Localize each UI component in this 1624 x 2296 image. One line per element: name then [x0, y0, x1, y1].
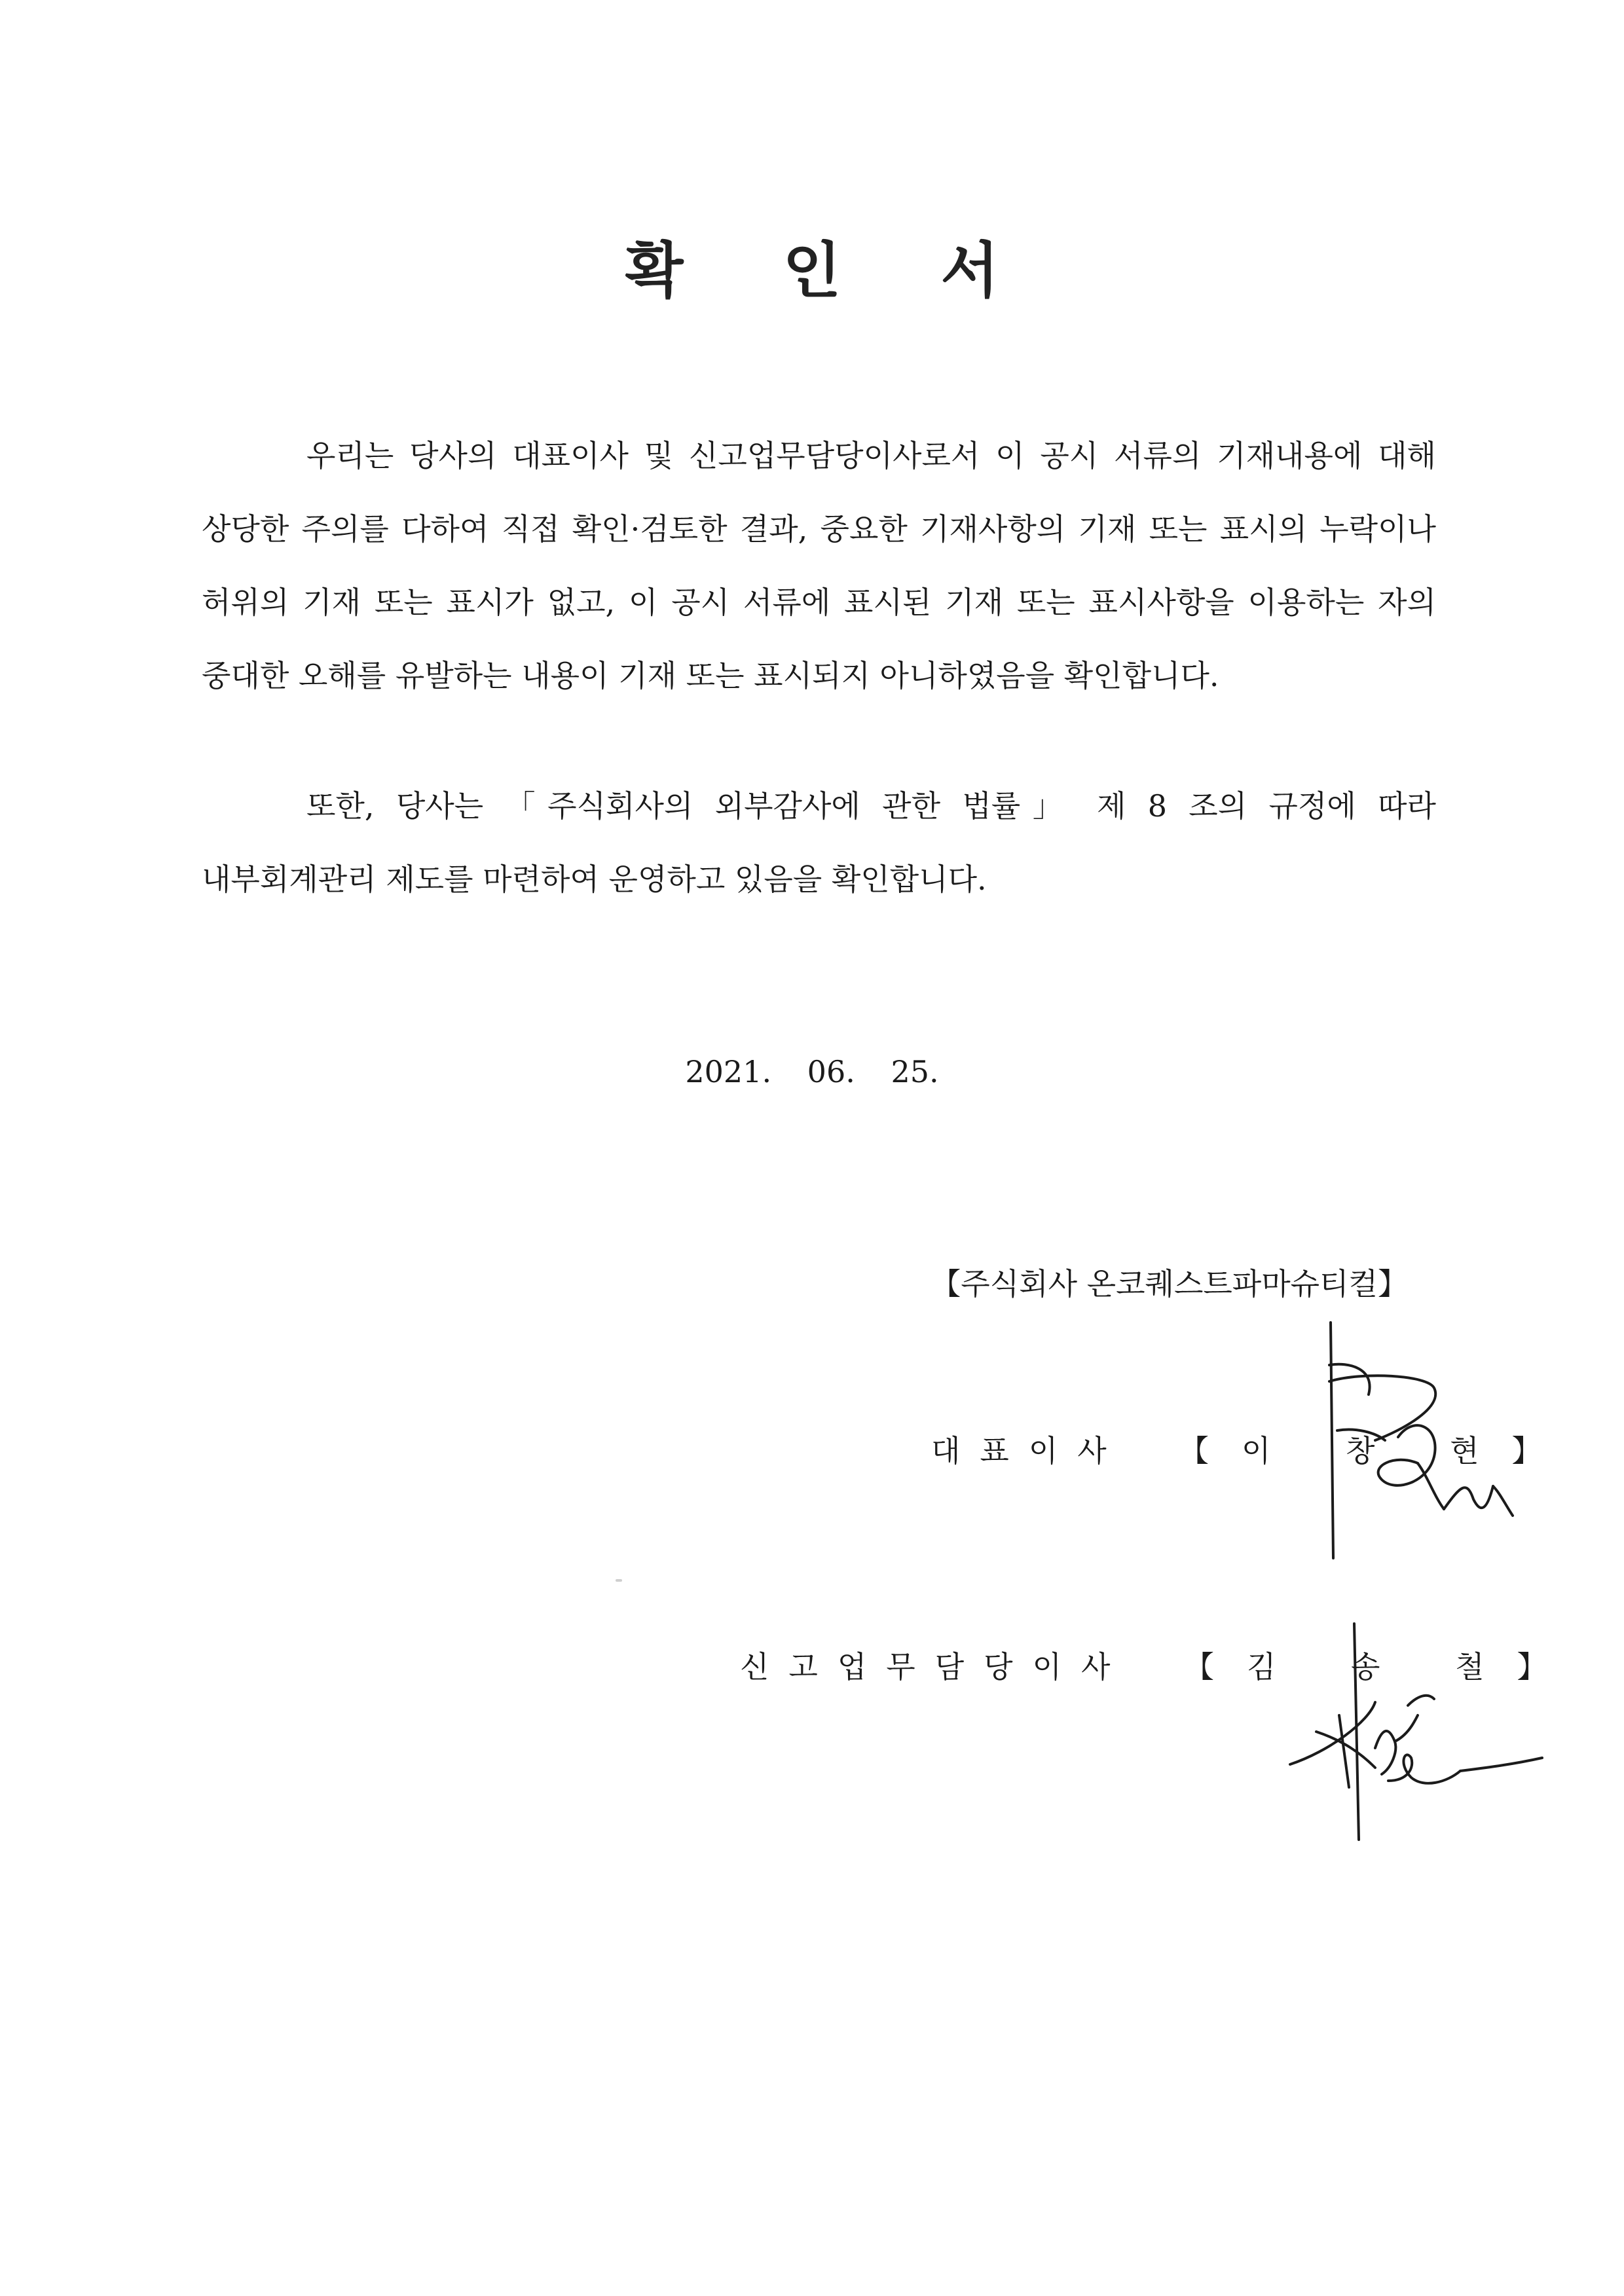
- document-date: 2021. 06. 25.: [685, 1054, 939, 1089]
- signatory-title: 신고업무담당이사: [740, 1649, 1130, 1685]
- signatory-name: 【이 창 현】: [1179, 1433, 1575, 1468]
- handwritten-signature-ceo: [1303, 1316, 1526, 1565]
- confirmation-paragraph: [202, 419, 1436, 712]
- internal-control-paragraph: [202, 769, 1436, 916]
- paragraph-text: 또한, 당사는 「주식회사의 외부감사에 관한 법률」 제 8 조의 규정에 따라 내부회계관리 제도를 마련하여 운영하고 있음을 확인합니다.: [202, 788, 1436, 897]
- signatory-name: 【김 송 철】: [1184, 1649, 1580, 1685]
- handwritten-signature-reporting-director: [1277, 1617, 1552, 1853]
- document-title: 확 인 서: [625, 236, 1039, 306]
- company-name: 【주식회사 온코퀘스트파마슈티컬】: [931, 1266, 1408, 1302]
- signatory-title: 대표이사: [931, 1433, 1126, 1468]
- scan-speck: [616, 1579, 622, 1582]
- paragraph-text: 우리는 당사의 대표이사 및 신고업무담당이사로서 이 공시 서류의 기재내용에 대해 상당한 주의를 다하여 직접 확인·검토한 결과, 중요한 기재사항의 기재 또는 표시의 누락이나 허위의 기재 또는 표시가 없고, 이 공시 서류에 표시된 기재 또는 표시사항을 이용하는 자의 중대한 오해를 유발하는 내용이 기재 또는 표시되지 아니하였음을 확인합니다.: [202, 438, 1436, 693]
